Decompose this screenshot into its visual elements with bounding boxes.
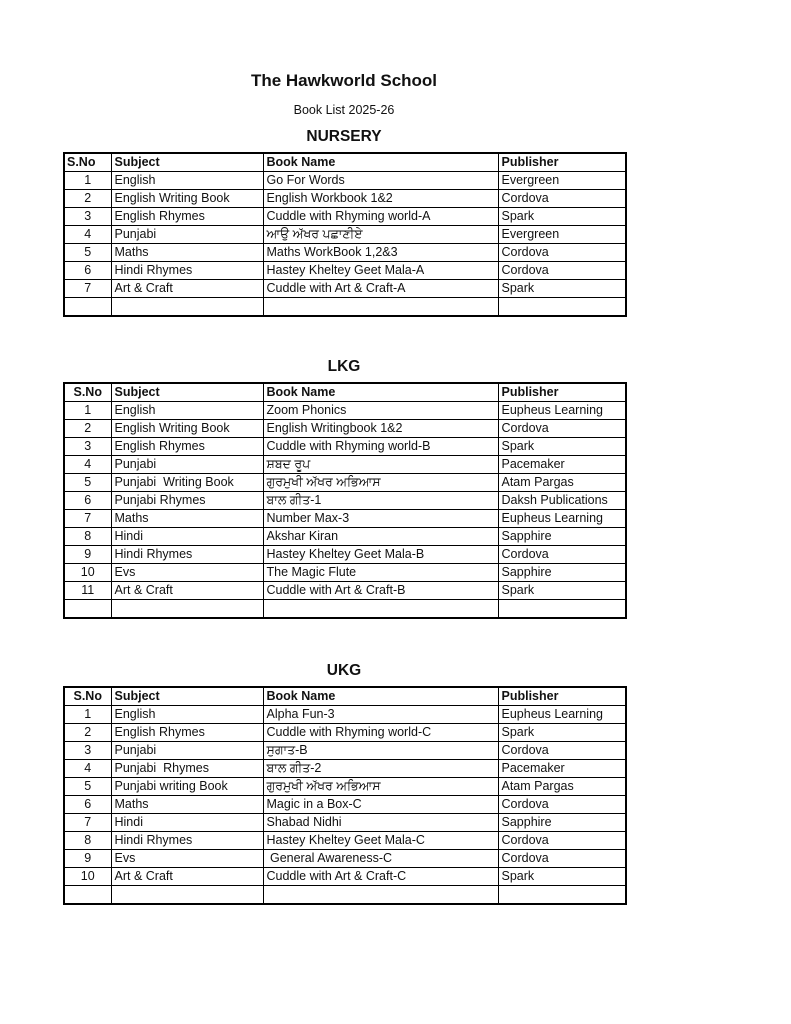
page-subtitle: Book List 2025-26 [293, 103, 395, 117]
section-nursery [63, 127, 625, 317]
cell-subject: Hindi Rhymes [111, 262, 263, 280]
cell-publisher: Spark [498, 724, 626, 742]
table-row [64, 582, 626, 600]
cell-subject: English [111, 172, 263, 190]
cell-subject: Hindi Rhymes [111, 832, 263, 850]
cell-subject: Punjabi [111, 226, 263, 244]
cell-publisher: Daksh Publications [498, 492, 626, 510]
table-row [64, 850, 626, 868]
section-heading-lkg: LKG [327, 358, 361, 375]
column-header-sno: S.No [64, 687, 111, 706]
table-row [64, 244, 626, 262]
cell-book-name: The Magic Flute [263, 564, 498, 582]
cell-subject: English Writing Book [111, 420, 263, 438]
cell-publisher: Pacemaker [498, 456, 626, 474]
cell-publisher: Sapphire [498, 528, 626, 546]
cell-subject: Maths [111, 796, 263, 814]
cell-sno: 8 [64, 832, 111, 850]
cell-sno: 3 [64, 438, 111, 456]
cell-subject: Hindi [111, 814, 263, 832]
cell-book-name: ਬਾਲ ਗੀਤ-1 [263, 492, 498, 510]
cell-subject: Art & Craft [111, 582, 263, 600]
table-row [64, 796, 626, 814]
cell-subject: Punjabi Rhymes [111, 492, 263, 510]
cell-publisher: Atam Pargas [498, 474, 626, 492]
cell-book-name: Cuddle with Art & Craft-B [263, 582, 498, 600]
cell-subject: English Rhymes [111, 208, 263, 226]
book-table-nursery [63, 152, 627, 317]
cell-sno: 7 [64, 280, 111, 298]
cell-subject: Art & Craft [111, 868, 263, 886]
cell-publisher: Evergreen [498, 226, 626, 244]
table-row [64, 832, 626, 850]
cell-book-name: ਸੁਗਾਤ-B [263, 742, 498, 760]
table-row [64, 280, 626, 298]
cell-publisher: Cordova [498, 262, 626, 280]
cell-sno [64, 298, 111, 317]
cell-subject: Hindi [111, 528, 263, 546]
cell-book-name: Go For Words [263, 172, 498, 190]
table-row [64, 190, 626, 208]
document-content [63, 0, 625, 905]
section-ukg [63, 661, 625, 905]
cell-book-name: English Writingbook 1&2 [263, 420, 498, 438]
table-row [64, 760, 626, 778]
cell-sno: 1 [64, 706, 111, 724]
cell-book-name: ਸ਼ਬਦ ਰੂਪ [263, 456, 498, 474]
cell-sno: 6 [64, 262, 111, 280]
cell-publisher: Spark [498, 582, 626, 600]
cell-publisher: Cordova [498, 190, 626, 208]
cell-subject: Art & Craft [111, 280, 263, 298]
cell-sno: 9 [64, 850, 111, 868]
cell-sno: 9 [64, 546, 111, 564]
cell-sno: 2 [64, 724, 111, 742]
cell-sno: 6 [64, 492, 111, 510]
column-header-publisher: Publisher [498, 687, 626, 706]
table-row [64, 778, 626, 796]
cell-publisher: Cordova [498, 546, 626, 564]
cell-sno: 10 [64, 868, 111, 886]
header-row [64, 383, 626, 402]
cell-publisher: Spark [498, 208, 626, 226]
cell-subject [111, 886, 263, 905]
cell-publisher: Eupheus Learning [498, 510, 626, 528]
cell-sno: 1 [64, 172, 111, 190]
cell-publisher: Cordova [498, 244, 626, 262]
cell-subject [111, 298, 263, 317]
section-heading-ukg: UKG [326, 662, 362, 679]
cell-sno: 5 [64, 474, 111, 492]
cell-subject: Hindi Rhymes [111, 546, 263, 564]
cell-book-name: Cuddle with Art & Craft-A [263, 280, 498, 298]
cell-sno: 1 [64, 402, 111, 420]
cell-subject: English [111, 706, 263, 724]
cell-book-name: Cuddle with Rhyming world-A [263, 208, 498, 226]
cell-sno: 8 [64, 528, 111, 546]
table-row [64, 172, 626, 190]
cell-book-name: Hastey Kheltey Geet Mala-C [263, 832, 498, 850]
cell-publisher: Spark [498, 280, 626, 298]
cell-publisher: Eupheus Learning [498, 402, 626, 420]
book-table-lkg [63, 382, 627, 619]
table-row [64, 546, 626, 564]
cell-book-name: Alpha Fun-3 [263, 706, 498, 724]
column-header-sno: S.No [64, 153, 111, 172]
column-header-subject: Subject [111, 383, 263, 402]
cell-sno: 2 [64, 420, 111, 438]
cell-book-name: Akshar Kiran [263, 528, 498, 546]
table-row [64, 564, 626, 582]
book-table-ukg [63, 686, 627, 905]
cell-sno: 5 [64, 244, 111, 262]
cell-book-name: Number Max-3 [263, 510, 498, 528]
table-row [64, 510, 626, 528]
cell-sno: 7 [64, 510, 111, 528]
table-row [64, 742, 626, 760]
cell-sno: 7 [64, 814, 111, 832]
cell-publisher [498, 298, 626, 317]
table-row [64, 868, 626, 886]
cell-sno: 5 [64, 778, 111, 796]
cell-subject: Punjabi writing Book [111, 778, 263, 796]
cell-book-name: ਆਉ ਅੱਖਰ ਪਛਾਣੀਏ [263, 226, 498, 244]
cell-publisher: Evergreen [498, 172, 626, 190]
table-row [64, 438, 626, 456]
cell-book-name: Shabad Nidhi [263, 814, 498, 832]
cell-subject: Maths [111, 244, 263, 262]
table-row [64, 814, 626, 832]
cell-publisher: Cordova [498, 796, 626, 814]
cell-publisher: Spark [498, 868, 626, 886]
table-row [64, 208, 626, 226]
cell-book-name: English Workbook 1&2 [263, 190, 498, 208]
table-row [64, 528, 626, 546]
column-header-book-name: Book Name [263, 153, 498, 172]
page-title: The Hawkworld School [250, 71, 438, 90]
cell-book-name: Cuddle with Art & Craft-C [263, 868, 498, 886]
column-header-publisher: Publisher [498, 153, 626, 172]
column-header-book-name: Book Name [263, 383, 498, 402]
cell-publisher [498, 886, 626, 905]
cell-book-name: Maths WorkBook 1,2&3 [263, 244, 498, 262]
cell-book-name: ਗੁਰਮੁਖੀ ਅੱਖਰ ਅਭਿਆਸ [263, 778, 498, 796]
cell-sno: 4 [64, 226, 111, 244]
header-row [64, 687, 626, 706]
cell-sno: 3 [64, 208, 111, 226]
column-header-book-name: Book Name [263, 687, 498, 706]
table-row [64, 724, 626, 742]
cell-book-name: Zoom Phonics [263, 402, 498, 420]
cell-subject: Punjabi [111, 742, 263, 760]
cell-sno [64, 600, 111, 619]
header-row [64, 153, 626, 172]
cell-sno [64, 886, 111, 905]
cell-sno: 6 [64, 796, 111, 814]
cell-sno: 4 [64, 760, 111, 778]
column-header-sno: S.No [64, 383, 111, 402]
cell-book-name: Hastey Kheltey Geet Mala-B [263, 546, 498, 564]
table-row [64, 456, 626, 474]
cell-publisher: Cordova [498, 850, 626, 868]
cell-book-name: Cuddle with Rhyming world-C [263, 724, 498, 742]
cell-publisher: Cordova [498, 420, 626, 438]
cell-book-name [263, 886, 498, 905]
cell-book-name [263, 600, 498, 619]
table-row [64, 474, 626, 492]
cell-subject: Punjabi Writing Book [111, 474, 263, 492]
cell-sno: 4 [64, 456, 111, 474]
cell-book-name: ਗੁਰਮੁਖੀ ਅੱਖਰ ਅਭਿਆਸ [263, 474, 498, 492]
column-header-subject: Subject [111, 153, 263, 172]
cell-sno: 10 [64, 564, 111, 582]
table-row [64, 886, 626, 905]
cell-publisher: Eupheus Learning [498, 706, 626, 724]
table-row [64, 226, 626, 244]
cell-publisher: Sapphire [498, 564, 626, 582]
table-row [64, 492, 626, 510]
column-header-publisher: Publisher [498, 383, 626, 402]
cell-subject [111, 600, 263, 619]
cell-subject: English Writing Book [111, 190, 263, 208]
cell-subject: English [111, 402, 263, 420]
cell-book-name [263, 298, 498, 317]
cell-book-name: ਬਾਲ ਗੀਤ-2 [263, 760, 498, 778]
cell-publisher: Sapphire [498, 814, 626, 832]
cell-subject: Punjabi Rhymes [111, 760, 263, 778]
cell-publisher: Cordova [498, 742, 626, 760]
cell-subject: Evs [111, 850, 263, 868]
cell-book-name: General Awareness-C [263, 850, 498, 868]
cell-book-name: Hastey Kheltey Geet Mala-A [263, 262, 498, 280]
cell-sno: 2 [64, 190, 111, 208]
table-row [64, 298, 626, 317]
table-row [64, 402, 626, 420]
cell-publisher: Cordova [498, 832, 626, 850]
cell-publisher [498, 600, 626, 619]
cell-publisher: Atam Pargas [498, 778, 626, 796]
table-row [64, 262, 626, 280]
column-header-subject: Subject [111, 687, 263, 706]
cell-book-name: Magic in a Box-C [263, 796, 498, 814]
cell-subject: Maths [111, 510, 263, 528]
cell-subject: English Rhymes [111, 438, 263, 456]
table-row [64, 600, 626, 619]
cell-subject: English Rhymes [111, 724, 263, 742]
section-heading-nursery: NURSERY [306, 128, 382, 145]
section-lkg [63, 357, 625, 619]
cell-sno: 3 [64, 742, 111, 760]
table-row [64, 420, 626, 438]
cell-subject: Evs [111, 564, 263, 582]
cell-publisher: Spark [498, 438, 626, 456]
cell-book-name: Cuddle with Rhyming world-B [263, 438, 498, 456]
cell-sno: 11 [64, 582, 111, 600]
sections [63, 127, 625, 905]
cell-subject: Punjabi [111, 456, 263, 474]
table-row [64, 706, 626, 724]
cell-publisher: Pacemaker [498, 760, 626, 778]
